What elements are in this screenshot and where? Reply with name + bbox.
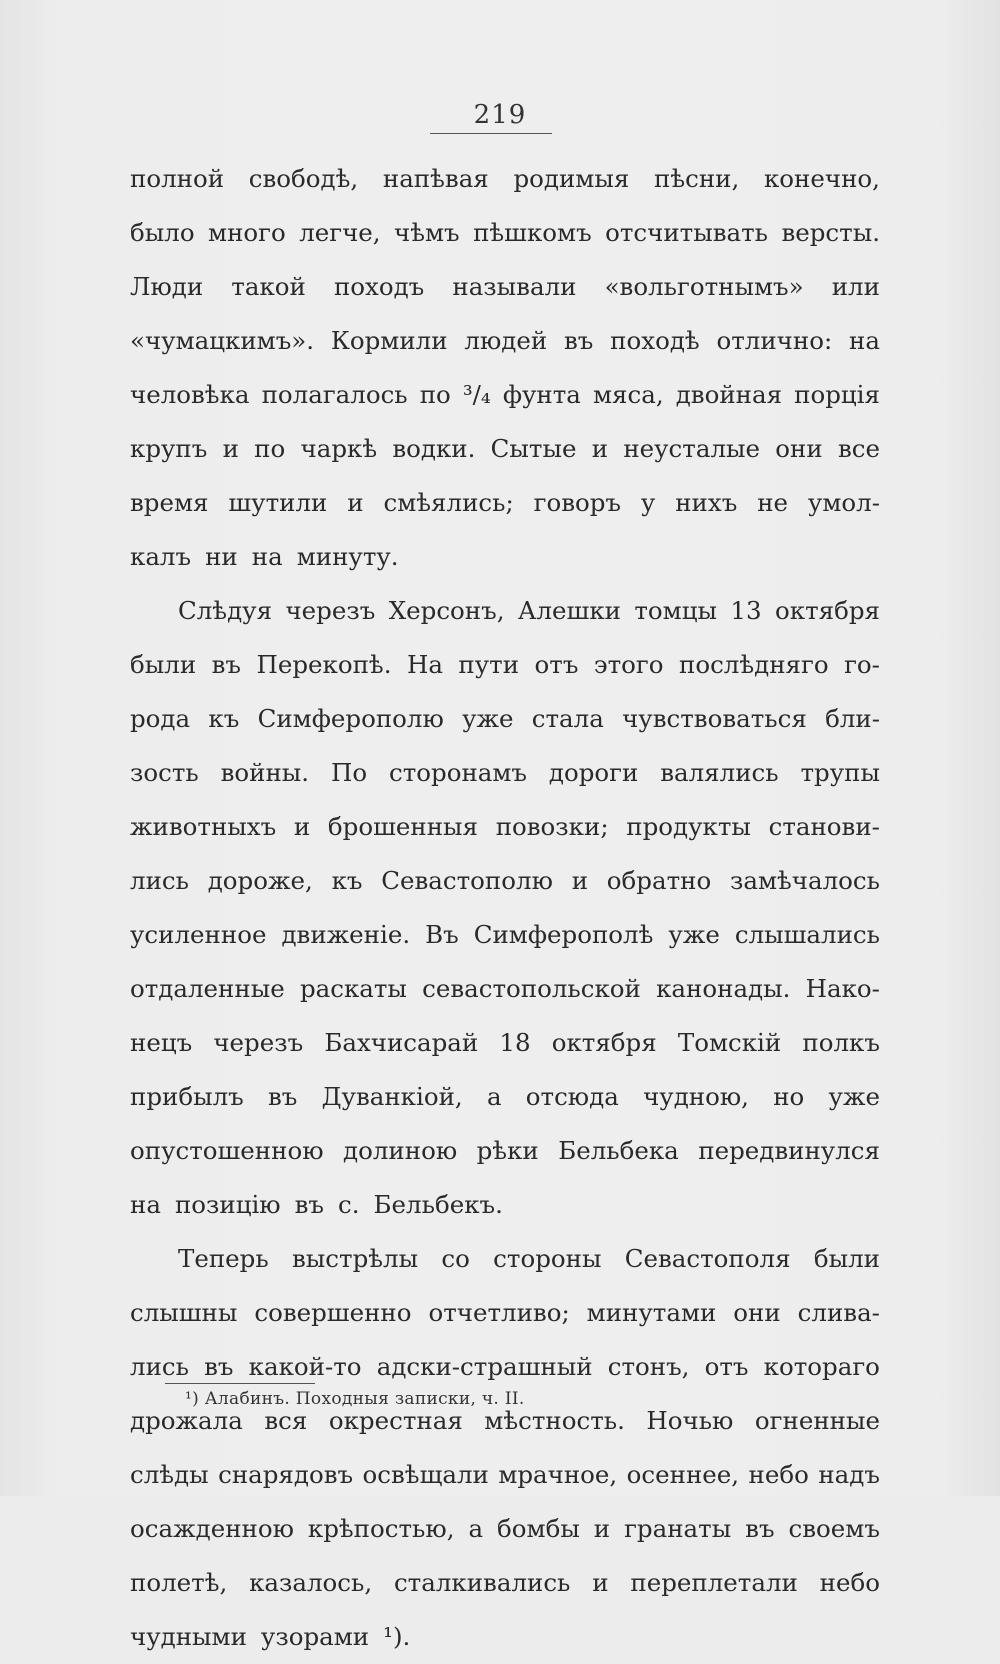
text-line [130, 908, 880, 962]
word: мрачное, [498, 1460, 618, 1489]
word: с. [338, 1190, 360, 1219]
word: нихъ [675, 488, 738, 517]
word: а [486, 1082, 502, 1111]
word: версты. [781, 218, 880, 247]
text-line [130, 152, 880, 206]
word: порція [794, 380, 880, 409]
word: ни [205, 542, 238, 571]
text-line [130, 854, 880, 908]
word: пути [458, 650, 520, 679]
word: дороже, [207, 866, 313, 895]
word: родимыя [513, 164, 630, 193]
text-line [130, 1610, 880, 1664]
word: и [593, 1514, 611, 1543]
word: сталкивались [393, 1568, 571, 1597]
text-line [130, 368, 880, 422]
word: въ [211, 650, 242, 679]
word: котораго [763, 1352, 880, 1381]
word: томцы [634, 596, 717, 625]
word: стонъ, [607, 1352, 690, 1381]
word: брошенныя [327, 812, 478, 841]
word: обратно [606, 866, 712, 895]
word: отъ [704, 1352, 749, 1381]
word: переплетали [630, 1568, 798, 1597]
word: походѣ [610, 326, 700, 355]
word: долиною [343, 1136, 458, 1165]
word: по [419, 380, 451, 409]
word: Севастополя [624, 1244, 791, 1273]
word: крѣпостью, [307, 1514, 455, 1543]
word: Алешки [517, 596, 621, 625]
word: «чумацкимъ». [130, 326, 315, 355]
word: огненные [754, 1406, 880, 1435]
text-line [130, 260, 880, 314]
word: умол- [807, 488, 880, 517]
text-line [130, 692, 880, 746]
word: шутили [228, 488, 328, 517]
word: севастопольской [422, 974, 641, 1003]
word: лись [130, 866, 189, 895]
word: снарядовъ [218, 1460, 354, 1489]
word: Бельбекъ. [373, 1190, 503, 1219]
word: и [293, 812, 311, 841]
word: небо [748, 1460, 809, 1489]
text-line [130, 314, 880, 368]
word: опустошенною [130, 1136, 324, 1165]
word: Слѣдуя [178, 596, 273, 625]
word: калъ [130, 542, 192, 571]
word: Севастополю [381, 866, 553, 895]
word: конечно, [763, 164, 880, 193]
word: Симферополѣ [473, 920, 654, 949]
header-rule [430, 133, 552, 134]
text-line [130, 1286, 880, 1340]
word: рѣки [476, 1136, 539, 1165]
text-line [130, 476, 880, 530]
word: адски-страшный [376, 1352, 593, 1381]
word: дрожала [130, 1406, 243, 1435]
word: были [813, 1244, 880, 1273]
word: были [130, 650, 197, 679]
word: полкъ [802, 1028, 880, 1057]
word: совершенно [254, 1298, 412, 1327]
word: какой-то [248, 1352, 362, 1381]
word: чудными [130, 1622, 247, 1651]
text-line [130, 584, 880, 638]
word: но [773, 1082, 805, 1111]
word: и [591, 434, 609, 463]
word: го- [844, 650, 880, 679]
text-line [130, 530, 880, 584]
word: не [757, 488, 789, 517]
text-line [130, 1070, 880, 1124]
word: валялись [660, 758, 779, 787]
text-line [130, 800, 880, 854]
word: неусталые [623, 434, 761, 463]
text-line [130, 1178, 880, 1232]
body-text [130, 152, 880, 1664]
word: со [441, 1244, 470, 1273]
word: вся [264, 1406, 308, 1435]
word: небо [819, 1568, 880, 1597]
word: къ [208, 704, 240, 733]
word: уже [828, 1082, 880, 1111]
word: было [130, 218, 195, 247]
word: слѣды [130, 1460, 209, 1489]
word: фунта [502, 380, 581, 409]
word: позицію [174, 1190, 281, 1219]
text-line [130, 422, 880, 476]
word: а [468, 1514, 484, 1543]
word: выстрѣлы [292, 1244, 419, 1273]
word: чудною, [643, 1082, 749, 1111]
word: стороны [493, 1244, 602, 1273]
word: крупъ [130, 434, 208, 463]
word: походъ [333, 272, 425, 301]
word: октября [775, 596, 880, 625]
word: уже [462, 704, 514, 733]
word: окрестная [328, 1406, 463, 1435]
word: людей [464, 326, 548, 355]
word: «вольготнымъ» [604, 272, 804, 301]
word: и [592, 1568, 609, 1597]
word: или [831, 272, 880, 301]
word: усиленное [130, 920, 267, 949]
word: Томскій [677, 1028, 782, 1057]
text-line [130, 1232, 880, 1286]
word: мяса, [592, 380, 664, 409]
word: послѣдняго [679, 650, 829, 679]
word: черезъ [213, 1028, 304, 1057]
word: отлично: [716, 326, 833, 355]
word: называли [452, 272, 577, 301]
word: такой [231, 272, 306, 301]
word: ¹). [383, 1622, 411, 1651]
word: въ [294, 1190, 325, 1219]
word: у [640, 488, 656, 517]
word: Симферополю [257, 704, 444, 733]
word: канонады. [656, 974, 791, 1003]
text-line [130, 1556, 880, 1610]
footnote-rule [165, 1383, 315, 1384]
text-line [130, 746, 880, 800]
word: свободѣ, [248, 164, 359, 193]
word: отсюда [525, 1082, 619, 1111]
word: Ночью [646, 1406, 734, 1435]
word: освѣщали [362, 1460, 489, 1489]
word: время [130, 488, 209, 517]
word: человѣка [130, 380, 250, 409]
word: водки. [392, 434, 476, 463]
word: все [837, 434, 880, 463]
word: отдаленные [130, 974, 285, 1003]
text-line [130, 1448, 880, 1502]
word: чѣмъ [394, 218, 460, 247]
word: нецъ [130, 1028, 193, 1057]
word: Бельбека [558, 1136, 679, 1165]
word: Нако- [805, 974, 880, 1003]
word: пѣсни, [654, 164, 740, 193]
word: полагалось [261, 380, 408, 409]
word: Бахчисарай [324, 1028, 479, 1057]
word: раскаты [299, 974, 407, 1003]
word: Теперь [178, 1244, 269, 1273]
word: къ [331, 866, 363, 895]
word: въ [267, 1082, 298, 1111]
word: полной [130, 164, 225, 193]
word: чувствоваться [622, 704, 807, 733]
word: Въ [425, 920, 459, 949]
word: и [222, 434, 239, 463]
word: Перекопѣ. [256, 650, 392, 679]
word: Сытые [490, 434, 577, 463]
word: станови- [768, 812, 880, 841]
word: Дуванкіой, [321, 1082, 463, 1111]
word: на [251, 542, 283, 571]
word: прибылъ [130, 1082, 244, 1111]
word: они [775, 434, 823, 463]
word: много [208, 218, 286, 247]
word: 13 [730, 596, 762, 625]
word: повозки; [495, 812, 609, 841]
word: въ [745, 1514, 775, 1543]
word: лись [130, 1352, 189, 1381]
word: казалось, [249, 1568, 373, 1597]
word: отчетливо; [428, 1298, 570, 1327]
word: по [254, 434, 286, 463]
footnote: ¹) Алабинъ. Походныя записки, ч. II. [185, 1389, 525, 1409]
word: октября [551, 1028, 657, 1057]
word: напѣвая [382, 164, 489, 193]
word: своемъ [788, 1514, 880, 1543]
word: и [347, 488, 364, 517]
word: отсчитывать [605, 218, 769, 247]
word: войны. [220, 758, 310, 787]
word: бомбы [497, 1514, 580, 1543]
word: пѣшкомъ [473, 218, 592, 247]
word: сторонамъ [388, 758, 528, 787]
word: гранаты [624, 1514, 732, 1543]
word: дороги [548, 758, 639, 787]
word: Кормили [330, 326, 448, 355]
word: Люди [130, 272, 204, 301]
word: полетѣ, [130, 1568, 228, 1597]
text-line [130, 1016, 880, 1070]
word: на [130, 1190, 161, 1219]
word: минуту. [296, 542, 399, 571]
word: осеннее, [626, 1460, 740, 1489]
word: передвинулся [698, 1136, 880, 1165]
word: замѣчалось [730, 866, 880, 895]
word: Херсонъ, [388, 596, 505, 625]
word: мѣстность. [484, 1406, 625, 1435]
word: чаркѣ [300, 434, 378, 463]
word: на [849, 326, 880, 355]
word: смѣялись; [383, 488, 514, 517]
text-line [130, 206, 880, 260]
word: стала [531, 704, 604, 733]
word: уже [668, 920, 720, 949]
word: продукты [626, 812, 751, 841]
word: 18 [499, 1028, 531, 1057]
word: и [571, 866, 589, 895]
word: отъ [534, 650, 579, 679]
word: въ [204, 1352, 234, 1381]
page-number: 219 [473, 100, 527, 130]
word: слива- [797, 1298, 880, 1327]
word: слышались [734, 920, 880, 949]
word: движеніе. [281, 920, 411, 949]
word: узорами [260, 1622, 370, 1651]
word: надъ [818, 1460, 880, 1489]
word: черезъ [285, 596, 376, 625]
word: рода [130, 704, 191, 733]
word: бли- [825, 704, 880, 733]
word: они [733, 1298, 781, 1327]
word: минутами [586, 1298, 717, 1327]
word: По [330, 758, 368, 787]
word: зость [130, 758, 199, 787]
text-line [130, 638, 880, 692]
word: двойная [675, 380, 783, 409]
word: ³/₄ [462, 380, 491, 409]
word: трупы [800, 758, 880, 787]
word: говоръ [533, 488, 622, 517]
word: осажденною [130, 1514, 294, 1543]
word: легче, [299, 218, 381, 247]
text-line [130, 962, 880, 1016]
word: животныхъ [130, 812, 277, 841]
word: въ [563, 326, 594, 355]
text-line [130, 1502, 880, 1556]
word: этого [593, 650, 664, 679]
text-line [130, 1124, 880, 1178]
word: На [406, 650, 443, 679]
word: слышны [130, 1298, 238, 1327]
